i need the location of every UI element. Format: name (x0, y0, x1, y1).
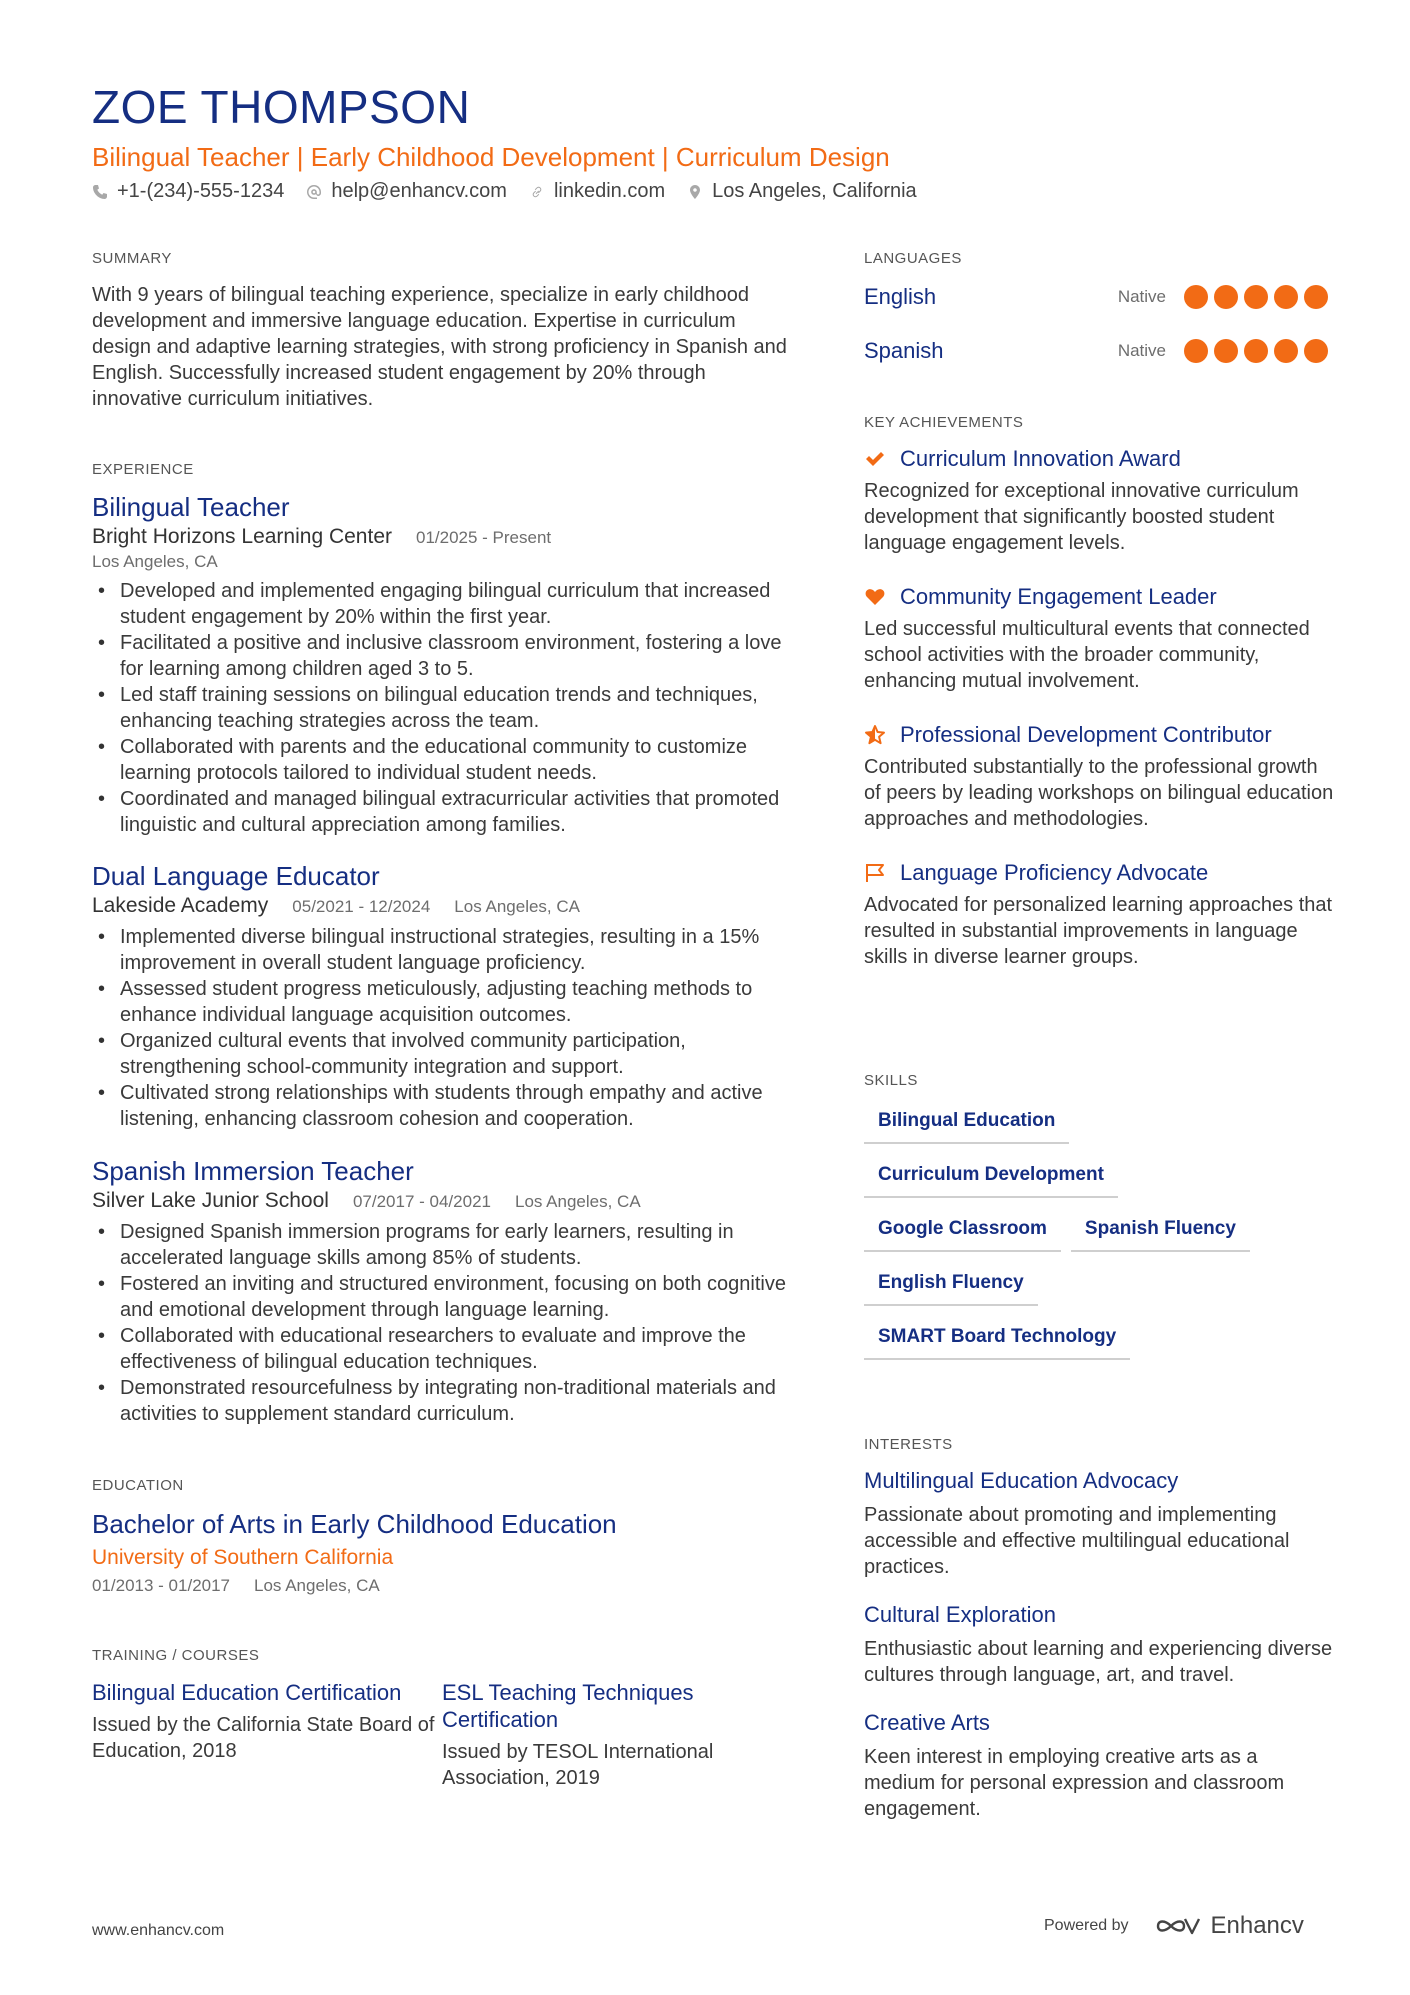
course-item (442, 1679, 792, 1791)
achievement-head (864, 860, 1334, 886)
location-pin-icon (687, 184, 703, 200)
language-rating (1184, 285, 1334, 309)
education-heading: EDUCATION (92, 1477, 184, 1494)
job-location: Los Angeles, CA (92, 552, 218, 571)
achievement-desc: Recognized for exceptional innovative curriculum development that significantly boosted student language engagement levels. (864, 480, 1299, 554)
language-rating (1184, 339, 1334, 363)
job-meta (92, 894, 792, 918)
job-company: Lakeside Academy (92, 894, 269, 917)
education-entry (92, 1509, 792, 1596)
rating-dot (1304, 339, 1328, 363)
achievement-desc: Led successful multicultural events that connected school activities with the broader community, enhancing mutual involvement. (864, 618, 1310, 692)
job-bullets (92, 924, 792, 1132)
interest-desc: Passionate about promoting and implementing accessible and effective multilingual educational practices. (864, 1504, 1290, 1578)
enhancv-logo-icon (1155, 1914, 1201, 1938)
rating-dot (1244, 339, 1268, 363)
job-entry (92, 1155, 792, 1427)
footer-branding (1044, 1912, 1304, 1940)
summary-text: With 9 years of bilingual teaching experience, specialize in early childhood development and immersive language education. Expertise in curriculum design and adaptive learning strategies, with strong proficiency in Spanish and English. Successfully increased student engagement by 20% through innovative curriculum initiatives. (92, 284, 787, 410)
languages-heading: LANGUAGES (864, 250, 962, 267)
interest-item (864, 1710, 1334, 1822)
job-bullets (92, 1219, 792, 1427)
check-icon (864, 448, 886, 470)
achievement-item (864, 722, 1334, 832)
rating-dot (1304, 285, 1328, 309)
achievement-item (864, 584, 1334, 694)
course-desc: Issued by the California State Board of Education, 2018 (92, 1714, 435, 1762)
heart-icon (864, 586, 886, 608)
star-icon (864, 724, 886, 746)
flag-icon (864, 862, 886, 884)
linkedin-text: linkedin.com (553, 180, 666, 202)
education-school: University of Southern California (92, 1546, 394, 1569)
skill-tag: Spanish Fluency (1071, 1212, 1250, 1252)
job-bullet: • Collaborated with educational researchers to evaluate and improve the effectiveness of bilingual education techniques. (92, 1323, 792, 1375)
job-bullet: • Demonstrated resourcefulness by integrating non-traditional materials and activities to supplement standard curriculum. (92, 1375, 792, 1427)
interests-list (864, 1468, 1334, 1844)
job-bullet: • Organized cultural events that involved community participation, strengthening school-community integration and support. (92, 1028, 792, 1080)
language-row (864, 324, 1334, 378)
job-dates: 01/2025 - Present (416, 528, 552, 547)
interests-heading: INTERESTS (864, 1436, 953, 1453)
skill-tag: SMART Board Technology (864, 1320, 1130, 1360)
course-title: Bilingual Education Certification (92, 1680, 402, 1705)
skill-tag: English Fluency (864, 1266, 1038, 1306)
phone-text: +1-(234)-555-1234 (117, 180, 285, 202)
achievement-desc: Contributed substantially to the professional growth of peers by leading workshops on bilingual education approaches and methodologies. (864, 756, 1334, 830)
achievement-title: Language Proficiency Advocate (900, 860, 1209, 885)
skill-tag: Google Classroom (864, 1212, 1061, 1252)
link-icon (529, 184, 545, 200)
brand-name: Enhancv (1210, 1912, 1304, 1939)
education-dates: 01/2013 - 01/2017 (92, 1576, 231, 1595)
course-desc: Issued by TESOL International Association, 2019 (442, 1741, 714, 1789)
interest-title: Multilingual Education Advocacy (864, 1468, 1179, 1493)
education-location: Los Angeles, CA (254, 1576, 380, 1595)
summary-heading: SUMMARY (92, 250, 172, 267)
rating-dot (1244, 285, 1268, 309)
language-name: Spanish (864, 338, 944, 363)
brand-logo (1155, 1912, 1304, 1940)
rating-dot (1214, 339, 1238, 363)
job-bullet: • Developed and implemented engaging bilingual curriculum that increased student engagement by 20% within the first year. (92, 578, 792, 630)
achievement-desc: Advocated for personalized learning approaches that resulted in substantial improvements in language skills in diverse learner groups. (864, 894, 1333, 968)
achievement-item (864, 446, 1334, 556)
job-bullet: • Led staff training sessions on bilingual education trends and techniques, enhancing teaching strategies across the team. (92, 682, 792, 734)
achievement-item (864, 860, 1334, 970)
job-company: Bright Horizons Learning Center (92, 525, 392, 548)
skills-heading: SKILLS (864, 1072, 918, 1089)
job-bullet: • Implemented diverse bilingual instructional strategies, resulting in a 15% improvement in overall student language proficiency. (92, 924, 792, 976)
rating-dot (1214, 285, 1238, 309)
interest-item (864, 1468, 1334, 1580)
course-item (92, 1679, 442, 1791)
job-bullets (92, 578, 792, 838)
achievement-head (864, 722, 1334, 748)
language-row (864, 270, 1334, 324)
job-title: Spanish Immersion Teacher (92, 1156, 414, 1186)
language-level: Native (1117, 341, 1166, 360)
training-heading: TRAINING / COURSES (92, 1647, 260, 1664)
job-dates: 05/2021 - 12/2024 (292, 897, 431, 916)
course-title: ESL Teaching Techniques Certification (442, 1680, 694, 1732)
rating-dot (1184, 285, 1208, 309)
headline: Bilingual Teacher | Early Childhood Development | Curriculum Design (92, 142, 890, 172)
job-location: Los Angeles, CA (514, 1192, 641, 1211)
job-bullet: • Cultivated strong relationships with students through empathy and active listening, enhancing classroom cohesion and cooperation. (92, 1080, 792, 1132)
interest-desc: Enthusiastic about learning and experiencing diverse cultures through language, art, and travel. (864, 1638, 1333, 1686)
location-text: Los Angeles, California (712, 180, 917, 202)
email-text: help@enhancv.com (331, 180, 507, 202)
job-meta (92, 525, 792, 549)
interest-title: Cultural Exploration (864, 1602, 1056, 1627)
language-name: English (864, 284, 937, 309)
job-title: Bilingual Teacher (92, 492, 290, 522)
job-title: Dual Language Educator (92, 861, 380, 891)
contact-email[interactable] (306, 180, 507, 203)
job-dates: 07/2017 - 04/2021 (352, 1192, 491, 1211)
skill-tag: Bilingual Education (864, 1104, 1069, 1144)
at-icon (306, 184, 322, 200)
job-bullet: • Designed Spanish immersion programs for early learners, resulting in accelerated language skills among 85% of students. (92, 1219, 792, 1271)
interest-item (864, 1602, 1334, 1688)
job-bullet: • Coordinated and managed bilingual extracurricular activities that promoted linguistic and cultural appreciation among families. (92, 786, 792, 838)
rating-dot (1274, 285, 1298, 309)
rating-dot (1274, 339, 1298, 363)
job-meta (92, 1189, 792, 1213)
interest-desc: Keen interest in employing creative arts as a medium for personal expression and classroom engagement. (864, 1746, 1285, 1820)
languages-list (864, 270, 1334, 378)
job-bullet: • Fostered an inviting and structured environment, focusing on both cognitive and emotional development through language learning. (92, 1271, 792, 1323)
achievement-head (864, 584, 1334, 610)
achievement-title: Community Engagement Leader (900, 584, 1217, 609)
training-list (92, 1679, 792, 1791)
education-meta (92, 1576, 792, 1596)
language-level: Native (1117, 287, 1166, 306)
skills-list (864, 1104, 1334, 1374)
job-location: Los Angeles, CA (454, 897, 580, 916)
achievement-title: Curriculum Innovation Award (900, 446, 1181, 471)
education-degree: Bachelor of Arts in Early Childhood Education (92, 1509, 617, 1539)
achievement-title: Professional Development Contributor (900, 722, 1272, 747)
powered-by-label: Powered by (1044, 1917, 1129, 1934)
job-bullet: • Facilitated a positive and inclusive classroom environment, fostering a love for learning among children aged 3 to 5. (92, 630, 792, 682)
interest-title: Creative Arts (864, 1710, 990, 1735)
footer-website[interactable]: www.enhancv.com (92, 1922, 225, 1939)
candidate-name: ZOE THOMPSON (92, 81, 471, 133)
rating-dot (1184, 339, 1208, 363)
job-entry (92, 491, 792, 838)
achievements-list (864, 446, 1334, 998)
phone-icon (92, 184, 108, 200)
contact-linkedin[interactable] (529, 180, 665, 203)
job-bullet: • Assessed student progress meticulously, adjusting teaching methods to enhance individual language acquisition outcomes. (92, 976, 792, 1028)
skill-tag: Curriculum Development (864, 1158, 1118, 1198)
contact-location (687, 180, 917, 203)
contact-bar (92, 180, 939, 203)
job-company: Silver Lake Junior School (92, 1189, 329, 1212)
experience-heading: EXPERIENCE (92, 461, 194, 478)
job-bullet: • Collaborated with parents and the educational community to customize learning protocols tailored to individual student needs. (92, 734, 792, 786)
achievements-heading: KEY ACHIEVEMENTS (864, 414, 1024, 431)
achievement-head (864, 446, 1334, 472)
contact-phone (92, 180, 284, 203)
job-entry (92, 860, 792, 1132)
